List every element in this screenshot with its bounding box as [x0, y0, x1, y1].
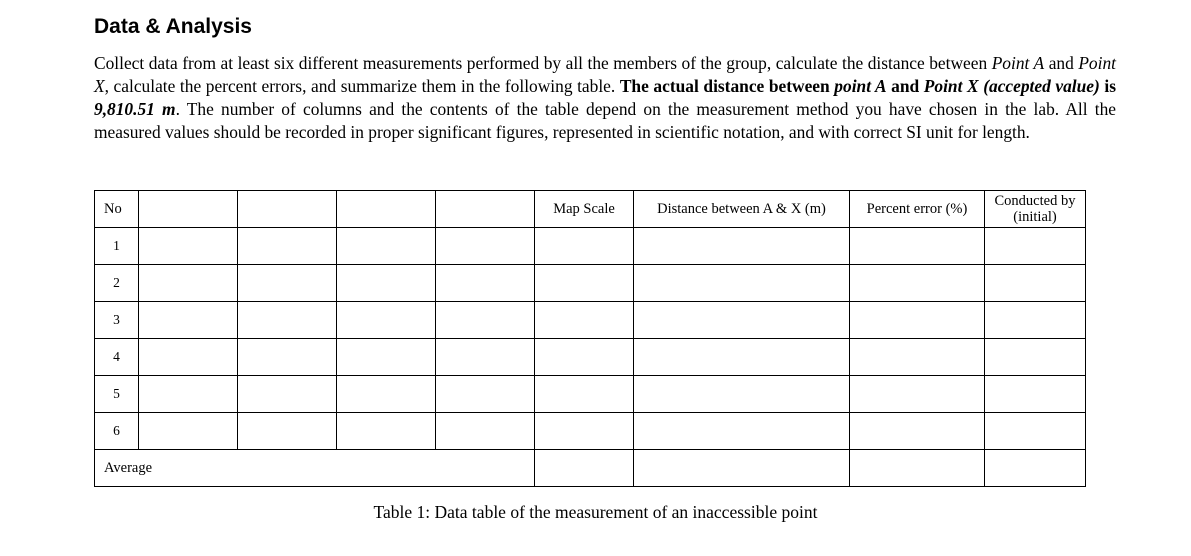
- point-x-label: Point X: [94, 53, 1116, 96]
- data-cell[interactable]: [337, 302, 436, 339]
- data-cell[interactable]: [139, 413, 238, 450]
- header-distance: Distance between A & X (m): [634, 191, 850, 228]
- data-cell[interactable]: [850, 413, 985, 450]
- data-cell[interactable]: [139, 376, 238, 413]
- table-row: [95, 302, 1086, 339]
- data-cell[interactable]: [337, 265, 436, 302]
- data-cell[interactable]: [139, 302, 238, 339]
- row-number: 4: [95, 339, 139, 376]
- data-cell[interactable]: [535, 228, 634, 265]
- data-cell[interactable]: [535, 413, 634, 450]
- average-map-scale-cell[interactable]: [535, 450, 634, 487]
- table-row: [95, 339, 1086, 376]
- data-cell[interactable]: [850, 265, 985, 302]
- data-cell[interactable]: [985, 302, 1086, 339]
- data-cell[interactable]: [634, 265, 850, 302]
- data-cell[interactable]: [139, 339, 238, 376]
- table-header-row: [95, 191, 1086, 228]
- accepted-point-a: point A: [834, 76, 887, 96]
- header-blank-cell[interactable]: [436, 191, 535, 228]
- data-cell[interactable]: [985, 265, 1086, 302]
- data-cell[interactable]: [634, 339, 850, 376]
- data-cell[interactable]: [985, 339, 1086, 376]
- data-cell[interactable]: [634, 376, 850, 413]
- table-row: [95, 265, 1086, 302]
- average-conducted-cell[interactable]: [985, 450, 1086, 487]
- average-label: Average: [95, 450, 535, 487]
- header-blank-cell[interactable]: [139, 191, 238, 228]
- accepted-point-x: Point X (accepted value): [923, 76, 1100, 96]
- instructions-paragraph: [94, 52, 1116, 144]
- average-distance-cell[interactable]: [634, 450, 850, 487]
- table-row: [95, 413, 1086, 450]
- data-cell[interactable]: [139, 265, 238, 302]
- instructions-text-3: . The number of columns and the contents of the table depend on the measurement method you have chosen in the lab. All the measured values should be recorded in proper significant figures, represented in scientific notation, and with correct SI unit for length.: [94, 99, 1116, 142]
- table-caption: Table 1: Data table of the measurement of an inaccessible point: [373, 502, 818, 522]
- header-blank-cell[interactable]: [337, 191, 436, 228]
- average-row: [95, 450, 1086, 487]
- header-blank-cell[interactable]: [238, 191, 337, 228]
- data-cell[interactable]: [436, 413, 535, 450]
- row-number: 6: [95, 413, 139, 450]
- header-map-scale: Map Scale: [535, 191, 634, 228]
- data-cell[interactable]: [850, 376, 985, 413]
- data-cell[interactable]: [337, 228, 436, 265]
- accepted-value: 9,810.51 m: [94, 99, 176, 119]
- data-cell[interactable]: [238, 413, 337, 450]
- data-cell[interactable]: [985, 376, 1086, 413]
- data-cell[interactable]: [238, 228, 337, 265]
- section-heading: Data & Analysis: [94, 15, 252, 38]
- data-cell[interactable]: [436, 339, 535, 376]
- row-number: 5: [95, 376, 139, 413]
- table-row: [95, 228, 1086, 265]
- header-no: No: [95, 191, 139, 228]
- data-cell[interactable]: [535, 339, 634, 376]
- data-cell[interactable]: [850, 339, 985, 376]
- average-percent-error-cell[interactable]: [850, 450, 985, 487]
- data-cell[interactable]: [436, 265, 535, 302]
- data-cell[interactable]: [985, 228, 1086, 265]
- data-cell[interactable]: [337, 413, 436, 450]
- row-number: 3: [95, 302, 139, 339]
- data-cell[interactable]: [337, 339, 436, 376]
- data-cell[interactable]: [238, 302, 337, 339]
- data-cell[interactable]: [436, 376, 535, 413]
- point-a-label: Point A: [991, 53, 1045, 73]
- data-cell[interactable]: [535, 302, 634, 339]
- row-number: 2: [95, 265, 139, 302]
- data-table: [94, 190, 1086, 487]
- data-cell[interactable]: [139, 228, 238, 265]
- accepted-text-1: The actual distance between: [619, 76, 835, 96]
- instructions-and: and: [1044, 53, 1079, 73]
- row-number: 1: [95, 228, 139, 265]
- data-cell[interactable]: [535, 376, 634, 413]
- data-cell[interactable]: [634, 413, 850, 450]
- data-cell[interactable]: [436, 302, 535, 339]
- accepted-is: is: [1099, 76, 1116, 96]
- data-cell[interactable]: [238, 265, 337, 302]
- data-cell[interactable]: [634, 228, 850, 265]
- data-cell[interactable]: [337, 376, 436, 413]
- data-cell[interactable]: [985, 413, 1086, 450]
- accepted-and: and: [886, 76, 924, 96]
- data-cell[interactable]: [850, 302, 985, 339]
- header-conducted-by: Conducted by (initial): [985, 191, 1086, 228]
- data-cell[interactable]: [535, 265, 634, 302]
- instructions-text-2: , calculate the percent errors, and summarize them in the following table.: [104, 76, 620, 96]
- table-row: [95, 376, 1086, 413]
- data-cell[interactable]: [436, 228, 535, 265]
- data-cell[interactable]: [238, 339, 337, 376]
- data-cell[interactable]: [850, 228, 985, 265]
- data-cell[interactable]: [634, 302, 850, 339]
- instructions-text-1: Collect data from at least six different measurements performed by all the members of the group, calculate the distance between: [94, 53, 992, 73]
- data-cell[interactable]: [238, 376, 337, 413]
- header-percent-error: Percent error (%): [850, 191, 985, 228]
